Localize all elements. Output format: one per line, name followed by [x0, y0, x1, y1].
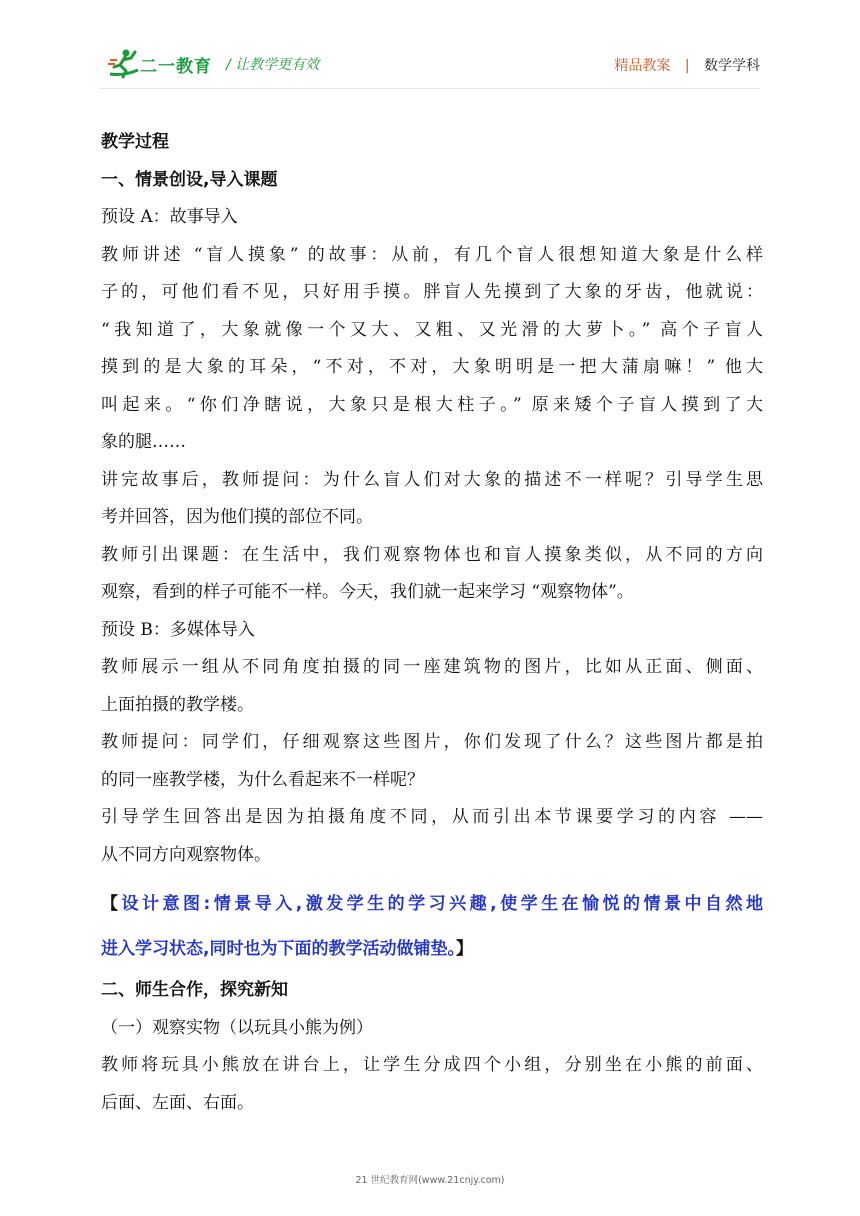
- paragraph-line: 考并回答，因为他们摸的部位不同。: [101, 507, 373, 527]
- document-body: [101, 124, 763, 1122]
- paragraph-line: 从不同方向观察物体。: [101, 844, 271, 865]
- paragraph-line: 象的腿……: [101, 432, 186, 452]
- heading-2: 二、师生合作，探究新知: [101, 980, 288, 1000]
- paragraph-line: 预设 A：故事导入: [101, 207, 238, 227]
- paragraph-line: 教师提问：同学们，仔细观察这些图片，你们发现了什么？这些图片都是拍: [101, 732, 763, 752]
- section-title: 教学过程: [101, 132, 169, 152]
- header-label-subject: 数学学科: [704, 58, 760, 74]
- paragraph-line: 讲完故事后，教师提问：为什么盲人们对大象的描述不一样呢？引导学生思: [101, 469, 763, 490]
- paragraph-line: 子的，可他们看不见，只好用手摸。胖盲人先摸到了大象的牙齿，他就说：: [101, 282, 763, 302]
- design-intent-line-2: [101, 927, 763, 972]
- design-intent-label: 设计意图:: [121, 894, 211, 914]
- bracket-open: 【: [101, 894, 122, 914]
- paragraph-line: 教师将玩具小熊放在讲台上，让学生分成四个小组，分别坐在小熊的前面、: [101, 1055, 763, 1075]
- subheading: （一）观察实物（以玩具小熊为例）: [101, 1017, 373, 1038]
- paragraph-line: 引导学生回答出是因为拍摄角度不同，从而引出本节课要学习的内容 ——: [101, 807, 763, 827]
- brand-slogan: / 让教学更有效: [226, 57, 320, 73]
- design-intent-text: 情景导入,激发学生的学习兴趣,使学生在愉悦的情景中自然地: [210, 894, 763, 914]
- bracket-close: 】: [455, 939, 473, 959]
- paragraph-line: 后面、左面、右面。: [101, 1092, 254, 1113]
- heading-1: 一、情景创设,导入课题: [101, 169, 278, 190]
- page-header: [0, 0, 860, 100]
- paragraph-line: 教师展示一组从不同角度拍摄的同一座建筑物的图片，比如从正面、侧面、: [101, 657, 763, 677]
- paragraph-line: 观察，看到的样子可能不一样。今天，我们就一起来学习 “观察物体”。: [101, 582, 634, 602]
- header-labels: [614, 55, 760, 75]
- paragraph-line: 摸到的是大象的耳朵，“不对，不对，大象明明是一把大蒲扇嘛！” 他大: [101, 357, 763, 377]
- paragraph-line: “我知道了，大象就像一个又大、又粗、又光滑的大萝卜。” 高个子盲人: [101, 319, 763, 340]
- paragraph-line: 叫起来。“你们净瞎说，大象只是根大柱子。” 原来矮个子盲人摸到了大: [101, 394, 763, 415]
- paragraph-line: 预设 B：多媒体导入: [101, 619, 255, 640]
- paragraph-line: 教师引出课题：在生活中，我们观察物体也和盲人摸象类似，从不同的方向: [101, 544, 763, 565]
- header-divider: [100, 88, 760, 89]
- header-label-lesson: 精品教案: [614, 58, 671, 74]
- paragraph-line: 教师讲述 “盲人摸象” 的故事：从前，有几个盲人很想知道大象是什么样: [101, 244, 763, 265]
- header-separator: |: [684, 58, 690, 74]
- paragraph-line: 的同一座教学楼，为什么看起来不一样呢？: [101, 769, 424, 790]
- paragraph-line: 上面拍摄的教学楼。: [101, 694, 254, 715]
- page-footer: 21 世纪教育网(www.21cnjy.com): [355, 1175, 505, 1186]
- design-intent-text-cont: 进入学习状态,同时也为下面的教学活动做铺垫。: [101, 939, 456, 959]
- brand-name: 二一教育: [140, 57, 212, 77]
- design-intent-line-1: [101, 882, 763, 927]
